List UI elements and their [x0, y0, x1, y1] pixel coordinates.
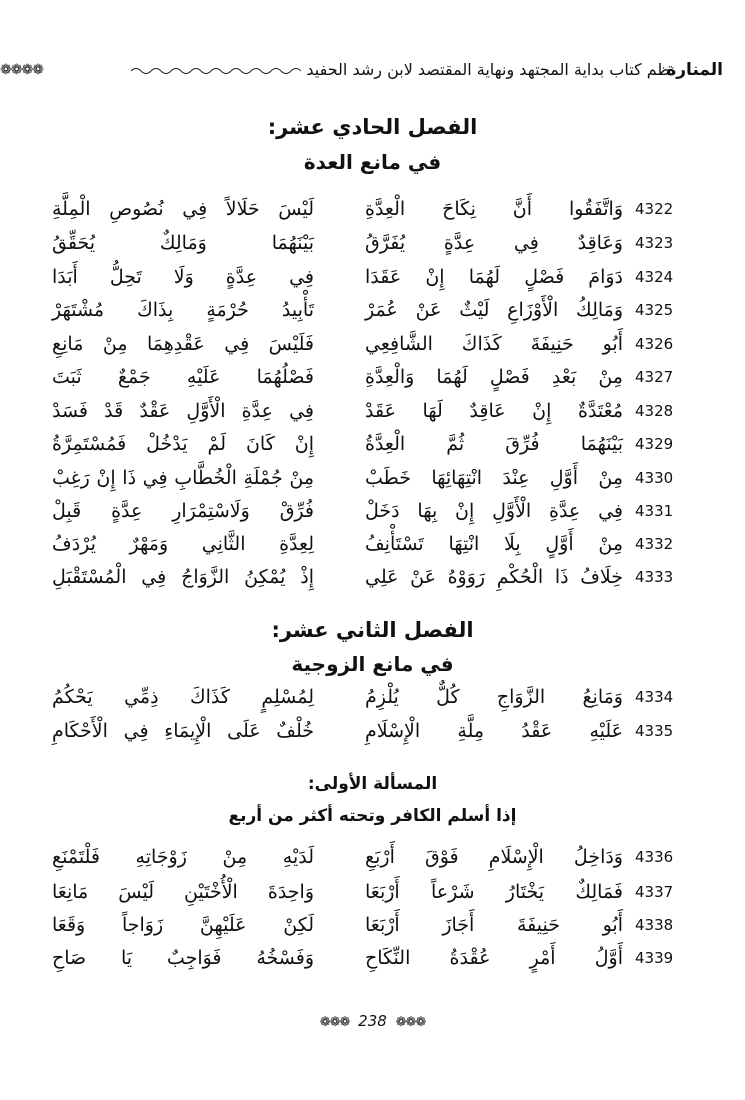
verse-row	[0, 467, 745, 499]
hemistich-first: خِلَافُ ذَا الْحُكْمِ رَوَوْهُ عَنْ عَلِي	[365, 566, 623, 588]
hemistich-second: لَدَيْهِ مِنْ زَوْجَاتِهِ فَلْتَمْنَعِ	[52, 846, 314, 868]
page-header	[0, 56, 745, 86]
verse-number: 4336	[635, 848, 674, 866]
verse-row	[0, 232, 745, 264]
verse-row	[0, 947, 745, 979]
verse-row	[0, 366, 745, 398]
verse-number: 4338	[635, 916, 674, 934]
hemistich-second: إِذْ يُمْكِنُ الزَّوَاجُ فِي الْمُسْتَقْبَلِ	[52, 566, 314, 588]
verse-number: 4324	[635, 268, 674, 286]
verse-number: 4323	[635, 234, 674, 252]
hemistich-first: وَمَانِعُ الزَّوَاجِ كُلٌّ يُلْزِمُ	[365, 686, 623, 708]
chapter-title: الفصل الحادي عشر:	[267, 115, 478, 139]
hemistich-second: لَيْسَ حَلَالاً فِي نُصُوصِ الْمِلَّةِ	[52, 198, 314, 220]
hemistich-first: عَلَيْهِ عَقْدُ مِلَّةِ الْإِسْلَامِ	[365, 720, 623, 742]
hemistich-first: مِنْ أَوَّلٍ بِلَا انْتِهَا تَسْتَأْنِفُ	[365, 533, 623, 555]
verse-row	[0, 500, 745, 532]
issue-subtitle: إذا أسلم الكافر وتحته أكثر من أربع	[228, 806, 517, 826]
footer-ornament-left: ❁❁❁	[319, 1015, 350, 1030]
hemistich-second: فِي عِدَّةِ الْأَوَّلِ عَقْدٌ قَدْ فَسَدْ	[52, 400, 314, 422]
footer-ornament-right: ❁❁❁	[395, 1015, 426, 1030]
verse-number: 4327	[635, 368, 674, 386]
verse-number: 4335	[635, 722, 674, 740]
hemistich-first: وَاتَّفَقُوا أَنَّ نِكَاحَ الْعِدَّةِ	[365, 198, 623, 220]
hemistich-first: بَيْنَهُمَا فُرِّقَ ثُمَّ الْعِدَّةُ	[365, 433, 623, 455]
hemistich-second: فَصْلُهُمَا عَلَيْهِ جَمْعٌ ثَبَتَ	[52, 366, 314, 388]
verse-row	[0, 198, 745, 230]
verse-row	[0, 846, 745, 878]
verse-number: 4329	[635, 435, 674, 453]
hemistich-second: وَاحِدَةَ الْأُخْتَيْنِ لَيْسَ مَانِعَا	[52, 881, 314, 903]
verse-row	[0, 914, 745, 946]
hemistich-first: وَعَاقِدٌ فِي عِدَّةٍ يُفَرَّقُ	[365, 232, 623, 254]
chapter-subtitle: في مانع الزوجية	[291, 652, 454, 676]
hemistich-first: أَوَّلُ أَمْرٍ عُقْدَةُ النِّكَاحِ	[365, 947, 623, 969]
verse-number: 4334	[635, 688, 674, 706]
hemistich-first: مِنْ بَعْدِ فَصْلٍ لَهُمَا وَالْعِدَّةِ	[365, 366, 623, 388]
verse-number: 4322	[635, 200, 674, 218]
verse-number: 4325	[635, 301, 674, 319]
hemistich-first: مُعْتَدَّةٌ إِنْ عَاقِدٌ لَهَا عَقَدْ	[365, 400, 623, 422]
hemistich-second: بَيْنَهُمَا وَمَالِكٌ يُحَقِّقُ	[52, 232, 314, 254]
hemistich-first: فَمَالِكٌ يَخْتَارُ شَرْعاً أَرْبَعَا	[365, 881, 623, 903]
verse-row	[0, 299, 745, 331]
hemistich-second: خُلْفٌ عَلَى الْإِيمَاءِ فِي الْأَحْكَامِ	[52, 720, 314, 742]
verse-row	[0, 566, 745, 598]
page-footer	[0, 1012, 745, 1030]
hemistich-second: لَكِنْ عَلَيْهِنَّ زَوَاجاً وَقَعَا	[52, 914, 314, 936]
chapter-title: الفصل الثاني عشر:	[271, 618, 474, 642]
hemistich-second: لِمُسْلِمٍ كَذَاكَ ذِمِّي يَحْكُمُ	[52, 686, 314, 708]
verse-row	[0, 266, 745, 298]
verse-row	[0, 686, 745, 718]
book-name: المنارة	[666, 60, 723, 80]
chapter-subtitle: في مانع العدة	[303, 150, 442, 174]
verse-number: 4333	[635, 568, 674, 586]
hemistich-first: أَبُو حَنِيفَةَ أَجَازَ أَرْبَعَا	[365, 914, 623, 936]
verse-number: 4326	[635, 335, 674, 353]
verse-row	[0, 333, 745, 365]
running-title	[52, 60, 675, 79]
running-title-text: نظم كتاب بداية المجتهد ونهاية المقتصد لابن رشد الحفيد	[306, 60, 675, 79]
verse-number: 4339	[635, 949, 674, 967]
verse-number: 4330	[635, 469, 674, 487]
verse-row	[0, 533, 745, 565]
verse-number: 4332	[635, 535, 674, 553]
verse-row	[0, 433, 745, 465]
verse-number: 4337	[635, 883, 674, 901]
issue-title: المسألة الأولى:	[307, 774, 438, 794]
hemistich-first: مِنْ أَوَّلِ عِنْدَ انْتِهَائِهَا خَطَبْ	[365, 467, 623, 489]
hemistich-first: أَبُو حَنِيفَةَ كَذَاكَ الشَّافِعِي	[365, 333, 623, 355]
verse-number: 4331	[635, 502, 674, 520]
hemistich-first: دَوَامَ فَصْلٍ لَهُمَا إِنْ عَقَدَا	[365, 266, 623, 288]
verse-number: 4328	[635, 402, 674, 420]
hemistich-second: فَلَيْسَ فِي عَقْدِهِمَا مِنْ مَانِعِ	[52, 333, 314, 355]
hemistich-second: وَفَسْخُهُ فَوَاجِبٌ يَا صَاحِ	[52, 947, 314, 969]
hemistich-first: فِي عِدَّةِ الْأَوَّلِ إِنْ بِهَا دَخَلْ	[365, 500, 623, 522]
verse-row	[0, 720, 745, 752]
verse-row	[0, 881, 745, 913]
hemistich-first: وَدَاخِلُ الْإِسْلَامِ فَوْقَ أَرْبَعِ	[365, 846, 623, 868]
hemistich-second: تَأْبِيدُ حُرْمَةٍ بِذَاكَ مُشْتَهَرْ	[52, 299, 314, 321]
hemistich-second: فُرِّقْ وَلَاسْتِمْرَارِ عِدَّةٍ قَبِلْ	[52, 500, 314, 522]
hemistich-second: فِي عِدَّةٍ وَلَا تَحِلُّ أَبَدَا	[52, 266, 314, 288]
hemistich-first: وَمَالِكُ الْأَوْزَاعِ لَيْثٌ عَنْ عُمَرْ	[365, 299, 623, 321]
header-ornament: ❁❁❁❁	[0, 62, 43, 78]
hemistich-second: إِنْ كَانَ لَمْ يَدْخُلْ فَمُسْتَمِرَّةُ	[52, 433, 314, 455]
hemistich-second: مِنْ جُمْلَةِ الْخُطَّابِ فِي ذَا إِنْ رَغِبْ	[52, 467, 314, 489]
hemistich-second: لِعِدَّةِ الثَّانِي وَمَهْرٌ يُرْدَفُ	[52, 533, 314, 555]
wavy-divider	[131, 66, 301, 76]
verse-row	[0, 400, 745, 432]
page-number: 238	[358, 1012, 387, 1030]
